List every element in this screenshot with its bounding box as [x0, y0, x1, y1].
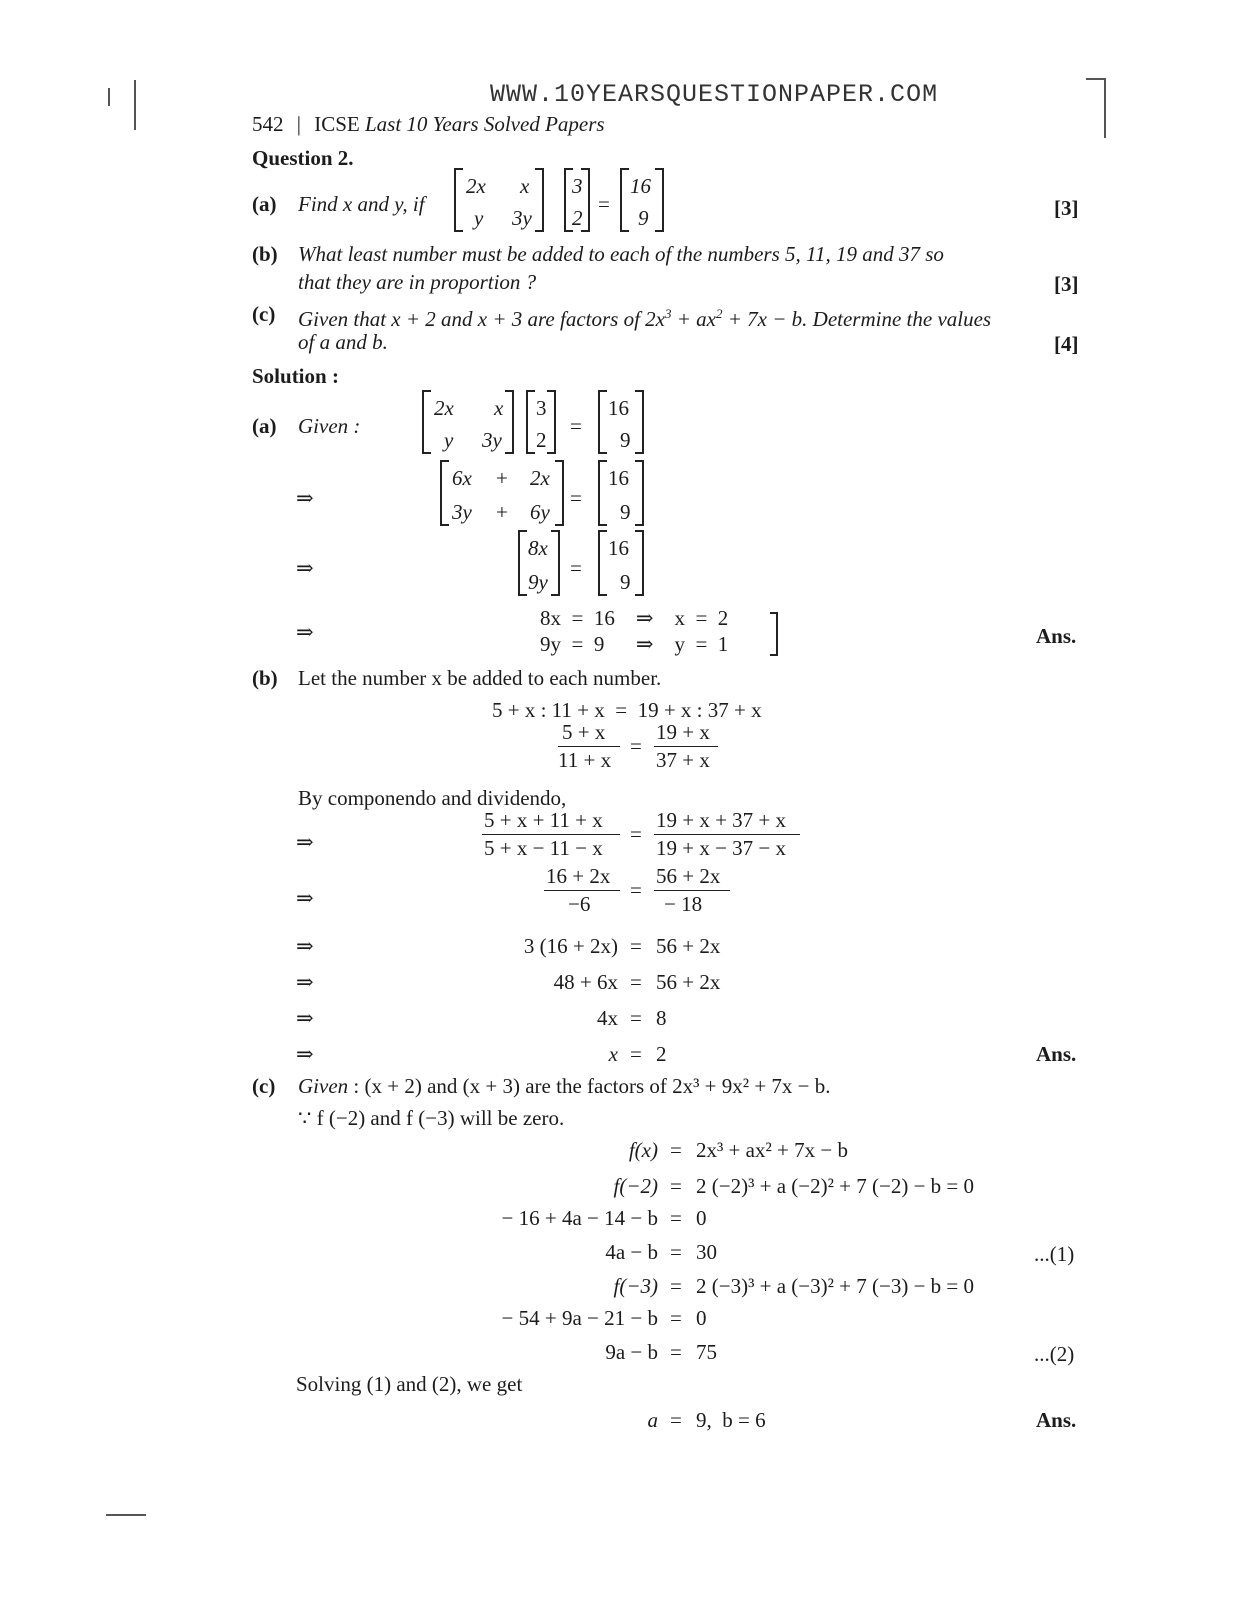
text-span: : (x + 2) and (x + 3) are the factors of 2x³ + 9x² + 7x − b. [348, 1074, 831, 1098]
equals-sign: = [670, 1174, 682, 1198]
matrix-cell: 3y [512, 206, 532, 230]
fraction-numerator: 16 + 2x [546, 864, 611, 888]
matrix-cell: 2 [536, 428, 547, 452]
equals-sign: = [670, 1138, 682, 1162]
working-rhs: 2x³ + ax² + 7x − b [696, 1138, 848, 1162]
fraction-bar [654, 834, 800, 835]
text-span: Given that x + 2 and x + 3 are factors of 2x [298, 307, 665, 331]
equals-sign: = [670, 1240, 682, 1264]
scan-mark-left-2 [134, 80, 136, 130]
matrix-cell: 16 [608, 466, 629, 490]
fraction-denominator: − 18 [664, 892, 703, 916]
equals-sign: = [630, 934, 642, 958]
implies-arrow: ⇒ [296, 934, 314, 958]
matrix-cell: + [496, 466, 508, 490]
text-span: + 7x − b. Determine the values [722, 307, 992, 331]
working-rhs: 0 [696, 1206, 707, 1230]
question-b-label: (b) [252, 242, 278, 266]
solution-b-ans: Ans. [1036, 1042, 1077, 1066]
equals-sign: = [630, 822, 642, 846]
working-lhs: f(x) [628, 1138, 658, 1162]
equals-sign: = [630, 1006, 642, 1030]
scan-mark-right [1104, 78, 1106, 138]
equation-tag: ...(2) [1034, 1342, 1075, 1366]
question-a-label: (a) [252, 192, 277, 216]
solution-a-matrix-4 [440, 460, 564, 526]
matrix-cell: 6x [452, 466, 472, 490]
matrix-cell: 3 [572, 174, 583, 198]
question-a-matrix-3 [620, 168, 664, 232]
fraction-bar [482, 834, 620, 835]
equals-sign: = [630, 878, 642, 902]
solution-a-matrix-5 [598, 460, 644, 526]
equals-sign: = [630, 970, 642, 994]
fraction-bar [558, 746, 620, 747]
step-rhs: 56 + 2x [656, 970, 721, 994]
matrix-cell: 6y [530, 500, 550, 524]
fraction-denominator: 19 + x − 37 − x [656, 836, 787, 860]
matrix-cell: 9 [620, 570, 631, 594]
question-c-line2: of a and b. [298, 330, 388, 354]
header-separator: | [296, 112, 301, 136]
solution-b-intro: Let the number x be added to each number. [298, 666, 662, 690]
step-lhs: x [608, 1042, 618, 1066]
working-rhs: 75 [696, 1340, 717, 1364]
solution-a-matrix-3 [598, 390, 644, 454]
implies-arrow: ⇒ [296, 556, 314, 580]
page-number: 542 [252, 112, 284, 136]
implies-arrow: ⇒ [296, 620, 314, 644]
solution-a-given: Given : [298, 414, 361, 438]
fraction-denominator: 37 + x [656, 748, 710, 772]
fraction-denominator: 5 + x − 11 − x [484, 836, 603, 860]
fraction-numerator: 5 + x + 11 + x [484, 808, 603, 832]
fraction-numerator: 5 + x [562, 720, 606, 744]
book-subtitle: Last 10 Years Solved Papers [364, 112, 605, 136]
fraction-numerator: 56 + 2x [656, 864, 721, 888]
equals-sign: = [670, 1306, 682, 1330]
solution-c-given [298, 1074, 831, 1098]
matrix-cell: x [494, 396, 504, 420]
question-a-matrix-2 [564, 168, 590, 232]
working-lhs: − 16 + 4a − 14 − b [501, 1206, 658, 1230]
fraction-denominator: −6 [568, 892, 591, 916]
working-rhs: 2 (−2)³ + a (−2)² + 7 (−2) − b = 0 [696, 1174, 975, 1198]
equals-sign: = [670, 1274, 682, 1298]
question-b-line2: that they are in proportion ? [298, 270, 537, 294]
solution-a-ans: Ans. [1036, 624, 1077, 648]
fraction-bar [544, 890, 620, 891]
equals-sign: = [670, 1206, 682, 1230]
componendo-dividendo-note: By componendo and dividendo, [298, 786, 567, 810]
equals-sign: = [570, 486, 582, 510]
equation-tag: ...(1) [1034, 1242, 1075, 1266]
final-lhs: a [647, 1408, 658, 1432]
superscript: 2 [716, 306, 723, 321]
equals-sign: = [670, 1408, 682, 1432]
equals-sign: = [630, 734, 642, 758]
matrix-cell: 3y [482, 428, 502, 452]
matrix-cell: 16 [608, 396, 629, 420]
equals-sign: = [670, 1340, 682, 1364]
step-lhs: 4x [597, 1006, 618, 1030]
matrix-cell: 9 [620, 428, 631, 452]
working-lhs: f(−3) [613, 1274, 658, 1298]
question-title: Question 2. [252, 146, 354, 170]
matrix-cell: 9y [528, 570, 548, 594]
solution-title: Solution : [252, 364, 339, 388]
matrix-cell: y [474, 206, 484, 230]
question-a-text: Find x and y, if [298, 192, 425, 216]
working-lhs: f(−2) [613, 1174, 658, 1198]
solution-a-result-line-2: 9y = 9 ⇒ y = 1 [540, 632, 729, 656]
solution-c-ans: Ans. [1036, 1408, 1077, 1432]
step-rhs: 56 + 2x [656, 934, 721, 958]
text-span: + ax [671, 307, 716, 331]
implies-arrow: ⇒ [296, 970, 314, 994]
question-c-line1 [298, 302, 991, 331]
solution-a-matrix-7 [598, 530, 644, 596]
scan-mark-bottom [106, 1514, 146, 1516]
fraction-bar [654, 890, 730, 891]
working-lhs: − 54 + 9a − 21 − b [501, 1306, 658, 1330]
matrix-cell: 16 [630, 174, 651, 198]
fraction-numerator: 19 + x [656, 720, 710, 744]
question-c-label: (c) [252, 302, 276, 326]
equals-sign: = [570, 414, 582, 438]
implies-arrow: ⇒ [296, 1042, 314, 1066]
matrix-cell: + [496, 500, 508, 524]
equals-sign: = [570, 556, 582, 580]
solution-c-since: ∵ f (−2) and f (−3) will be zero. [298, 1106, 565, 1130]
question-c-marks: [4] [1054, 332, 1079, 356]
question-a-matrix-1 [454, 168, 544, 232]
question-a-marks: [3] [1054, 196, 1079, 220]
implies-arrow: ⇒ [296, 1006, 314, 1030]
implies-arrow: ⇒ [296, 486, 314, 510]
book-title: ICSE [314, 112, 360, 136]
matrix-cell: 2 [572, 206, 583, 230]
matrix-cell: 2x [466, 174, 486, 198]
solution-a-matrix-6 [518, 530, 560, 596]
matrix-cell: 8x [528, 536, 548, 560]
matrix-cell: 16 [608, 536, 629, 560]
step-rhs: 2 [656, 1042, 667, 1066]
matrix-cell: 9 [620, 500, 631, 524]
question-b-line1: What least number must be added to each of the numbers 5, 11, 19 and 37 so [298, 242, 944, 266]
equals-sign: = [630, 1042, 642, 1066]
matrix-cell: 2x [434, 396, 454, 420]
implies-arrow: ⇒ [296, 886, 314, 910]
proportion-statement: 5 + x : 11 + x = 19 + x : 37 + x [492, 698, 762, 722]
solution-a-result-line-1: 8x = 16 ⇒ x = 2 [540, 606, 729, 630]
question-b-marks: [3] [1054, 272, 1079, 296]
working-lhs: 4a − b [605, 1240, 658, 1264]
solution-a-matrix-2 [526, 390, 556, 454]
equals-sign: = [598, 192, 610, 216]
result-bracket [770, 612, 778, 656]
step-rhs: 8 [656, 1006, 667, 1030]
matrix-cell: y [444, 428, 454, 452]
fraction-denominator: 11 + x [558, 748, 612, 772]
solution-c-label: (c) [252, 1074, 276, 1098]
solution-b-label: (b) [252, 666, 278, 690]
step-lhs: 48 + 6x [553, 970, 618, 994]
matrix-cell: 3y [452, 500, 472, 524]
working-rhs: 0 [696, 1306, 707, 1330]
matrix-cell: 2x [530, 466, 550, 490]
working-rhs: 2 (−3)³ + a (−3)² + 7 (−3) − b = 0 [696, 1274, 975, 1298]
solution-a-matrix-1 [422, 390, 514, 454]
watermark-url: WWW.10YEARSQUESTIONPAPER.COM [490, 80, 939, 109]
fraction-bar [654, 746, 718, 747]
matrix-cell: 9 [638, 206, 649, 230]
superscript: 3 [665, 306, 672, 321]
matrix-cell: 3 [536, 396, 547, 420]
implies-arrow: ⇒ [296, 830, 314, 854]
step-lhs: 3 (16 + 2x) [523, 934, 618, 958]
matrix-cell: x [520, 174, 530, 198]
fraction-numerator: 19 + x + 37 + x [656, 808, 787, 832]
running-header [252, 112, 605, 136]
scan-mark-corner [1086, 78, 1106, 80]
solving-note: Solving (1) and (2), we get [296, 1372, 523, 1396]
final-rhs: 9, b = 6 [696, 1408, 766, 1432]
text-span: Given [298, 1074, 349, 1098]
solution-a-label: (a) [252, 414, 277, 438]
working-lhs: 9a − b [605, 1340, 658, 1364]
scan-mark-left [108, 88, 110, 106]
working-rhs: 30 [696, 1240, 717, 1264]
